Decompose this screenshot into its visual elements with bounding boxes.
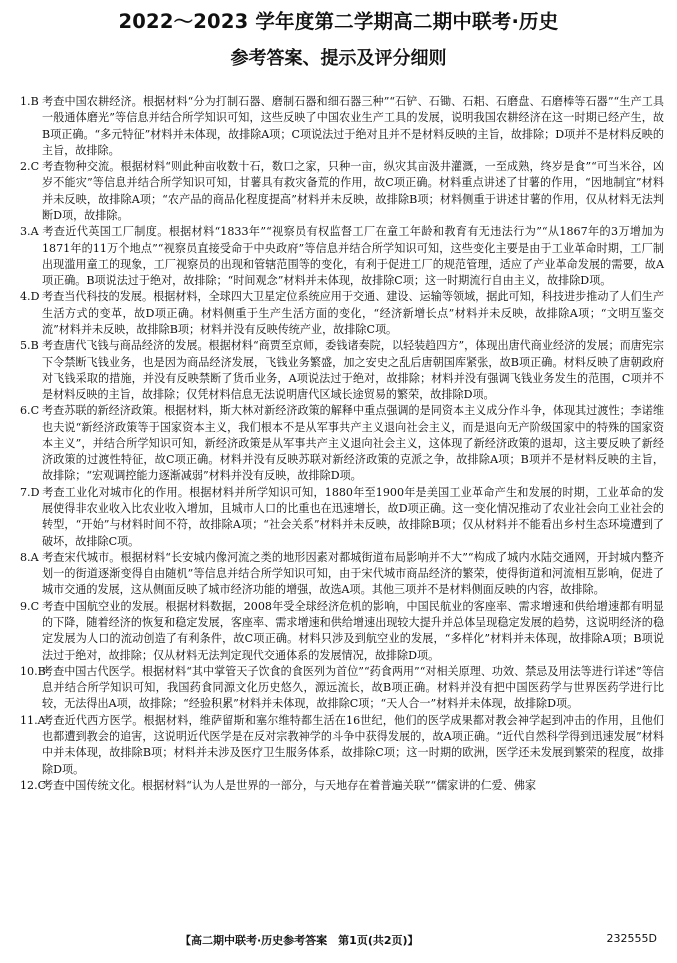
answer-explanation: 考查物种交流。根据材料“则此种亩收数十石，数口之家，只种一亩，纵灾其亩汲井灌溉，一至成熟，终岁是食”“可当米谷，凶岁不能灾”等信息并结合所学知识可知，甘薯具有救灾备荒的作用，故C项正确。材料重点讲述了甘薯的作用，“因地制宜”材料并未反映，故排除A项；“农产品的商品化程度提高”材料并未反映，故排除B项；材料侧重于讲述甘薯的作用，仅从材料无法判断D项，故排除。 <box>42 160 664 222</box>
page-subtitle: 参考答案、提示及评分细则 <box>230 48 447 69</box>
answer-number: 7.D <box>20 485 40 499</box>
answer-number: 11.A <box>20 713 46 727</box>
answer-item <box>12 94 664 159</box>
answer-explanation: 考查中国传统文化。根据材料“认为人是世界的一部分，与天地存在着普遍关联”“儒家讲的仁爱、佛家 <box>42 778 537 792</box>
answer-number: 10.B <box>20 664 46 678</box>
answer-item <box>12 289 664 338</box>
answer-explanation: 考查宋代城市。根据材料“长安城内像河流之类的地形因素对都城街道布局影响并不大”“构成了城内水陆交通网，开封城内整齐划一的街道逐渐变得自由随机”等信息并结合所学知识可知，由于宋代城市商品经济的繁荣，使得街道和河流相互影响，促进了城市交通的发展，这从侧面反映了城市经济功能的增强，故选A项。其他三项并不是材料侧面反映的内容，故排除。 <box>42 550 664 597</box>
page-title: 2022～2023 学年度第二学期高二期中联考·历史 <box>118 10 559 33</box>
answer-item <box>12 224 664 289</box>
answer-item <box>12 403 664 484</box>
answer-number: 6.C <box>20 404 40 418</box>
answer-number: 5.B <box>20 339 39 353</box>
answer-item <box>12 664 664 713</box>
answer-item <box>12 159 664 224</box>
answer-number: 1.B <box>20 95 39 108</box>
footer-code: 232555D <box>606 932 657 945</box>
answer-explanation: 考查中国航空业的发展。根据材料数据，2008年受全球经济危机的影响，中国民航业的客座率、需求增速和供给增速都有明显的下降，随着经济的恢复和稳定发展，客座率、需求增速和供给增速出现较大提升并总体呈现稳定发展的趋势，这说明经济的稳定发展为人口的流动创造了有利条件，故C项正确。材料只涉及到航空业的发展，“多样化”材料并未体现，故排除A项；B项说法过于绝对，故排除；仅从材料无法判定现代交通体系的发展情况，故排除D项。 <box>42 599 664 662</box>
answer-explanation: 考查中国农耕经济。根据材料“分为打制石器、磨制石器和细石器三种”“石铲、石锄、石耜、石磨盘、石磨棒等石器”“生产工具一般通体磨光”等信息并结合所学知识可知，这些反映了中国农业生产工具的发展，说明我国农耕经济在这一时期已经产生，故B项正确。“多元特征”材料并未体现，故排除A项；C项说法过于绝对且并不是材料反映的主旨，故排除；D项并不是材料反映的主旨，故排除。 <box>42 95 664 157</box>
answer-item <box>12 778 664 794</box>
answer-explanation: 考查工业化对城市化的作用。根据材料并所学知识可知，1880年至1900年是美国工业革命产生和发展的时期，工业革命的发展使得非农业收入比农业收入增加，且城市人口的比重也在迅速增长，故D项正确。这一变化情况推动了农业社会向工业社会的转型，“开始”与材料时间不符，故排除A项；“社会关系”材料并未反映，故排除B项；仅从材料并不能看出乡村生态环境遭到了破坏，故排除C项。 <box>42 485 664 548</box>
footer-page-info: 【高二期中联考·历史参考答案 第1页(共2页)】 <box>180 934 419 947</box>
answer-explanation: 考查近代英国工厂制度。根据材料“1833年”“视察员有权监督工厂在童工年龄和教育有无违法行为”“从1867年的3万增加为1871年的11万个地点”“视察员直接受命于中央政府”等信息并结合所学知识可知，这些变化主要是由于工业革命时期，工厂制出现滥用童工的现象，工厂视察员的出现和管辖范围等的变化，有利于促进工厂的规范管理，适应了产业革命发展的需要，故A项正确。B项说法过于绝对，故排除；“时间观念”材料并未体现，故排除C项；这一时期流行自由主义，故排除D项。 <box>42 225 664 288</box>
answer-number: 12.C <box>20 778 47 792</box>
answer-explanation: 考查唐代飞钱与商品经济的发展。根据材料“商贾至京师，委钱诸奏院，以轻装趋四方”，体现出唐代商业经济的发展；而唐宪宗下令禁断飞钱业务，也是因为商品经济发展，飞钱业务繁盛，加之安史之乱后唐朝国库紧张，故B项正确。材料反映了唐朝政府对飞钱采取的措施，并没有反映禁断了货币业务，A项说法过于绝对，故排除；材料并没有强调飞钱业务发生的范围，C项并不是材料反映的主旨，故排除；仅凭材料信息无法说明唐代区域长途贸易的繁荣，故排除D项。 <box>42 339 664 402</box>
answer-item <box>12 599 664 664</box>
answer-item <box>12 485 664 550</box>
answer-item <box>12 550 664 599</box>
answer-number: 4.D <box>20 290 40 304</box>
answer-item <box>12 338 664 403</box>
answer-list <box>12 94 664 794</box>
answer-explanation: 考查中国古代医学。根据材料“其中掌管天子饮食的食医列为首位”“药食两用”“对相关原理、功效、禁忌及用法等进行详述”等信息并结合所学知识可知，我国药食同源文化历史悠久，源远流长，故B项正确。材料并没有把中国医药学与世界医药学进行比较，无法得出A项，故排除；“经验积累”材料并未体现，故排除C项；“天人合一”材料并未体现，故排除D项。 <box>42 664 665 711</box>
answer-explanation: 考查近代西方医学。根据材料，维萨留斯和塞尔维特都生活在16世纪，他们的医学成果都对教会神学起到冲击的作用，且他们也都遭到教会的追害，这说明近代医学是在反对宗教神学的斗争中获得发展的，故A项正确。“近代自然科学得到迅速发展”材料中并未体现，故排除B项；材料并未涉及医疗卫生服务体系，故排除C项；这一时期的欧洲，医学还未发展到繁荣的程度，故排除D项。 <box>42 713 664 776</box>
answer-number: 3.A <box>20 225 39 239</box>
answer-number: 9.C <box>20 599 40 613</box>
answer-explanation: 考查苏联的新经济政策。根据材料，斯大林对新经济政策的解释中重点强调的是同资本主义成分作斗争，体现其过渡性；李诺维也夫说“新经济政策等于国家资本主义，我们根本不是从军事共产主义退向社会主义，而是退向无产阶级国家中的特殊的国家资本主义”，并结合所学知识可知，新经济政策是从军事共产主义退向社会主义，这体现了新经济政策的退却，这主要反映了新经济政策的过渡性特征，故C项正确。材料并没有反映苏联对新经济政策的克派之争，故排除A项；B项并不是材料反映的主旨，故排除；“宏观调控能力逐渐减弱”材料并没有反映，故排除D项。 <box>42 404 664 483</box>
answer-number: 2.C <box>20 160 40 174</box>
page-footer <box>0 932 677 952</box>
answer-explanation: 考查当代科技的发展。根据材料，全球四大卫星定位系统应用于交通、建设、运输等领域，据此可知，科技进步推动了人们生产生活方式的变革，故D项正确。材料侧重于生产生活方面的变化，“经济新增长点”材料并未反映，故排除A项；“文明互鉴交流”材料并未反映，故排除B项；材料并没有反映传统产业，故排除C项。 <box>42 290 664 336</box>
answer-item <box>12 713 664 778</box>
answer-number: 8.A <box>20 550 39 564</box>
